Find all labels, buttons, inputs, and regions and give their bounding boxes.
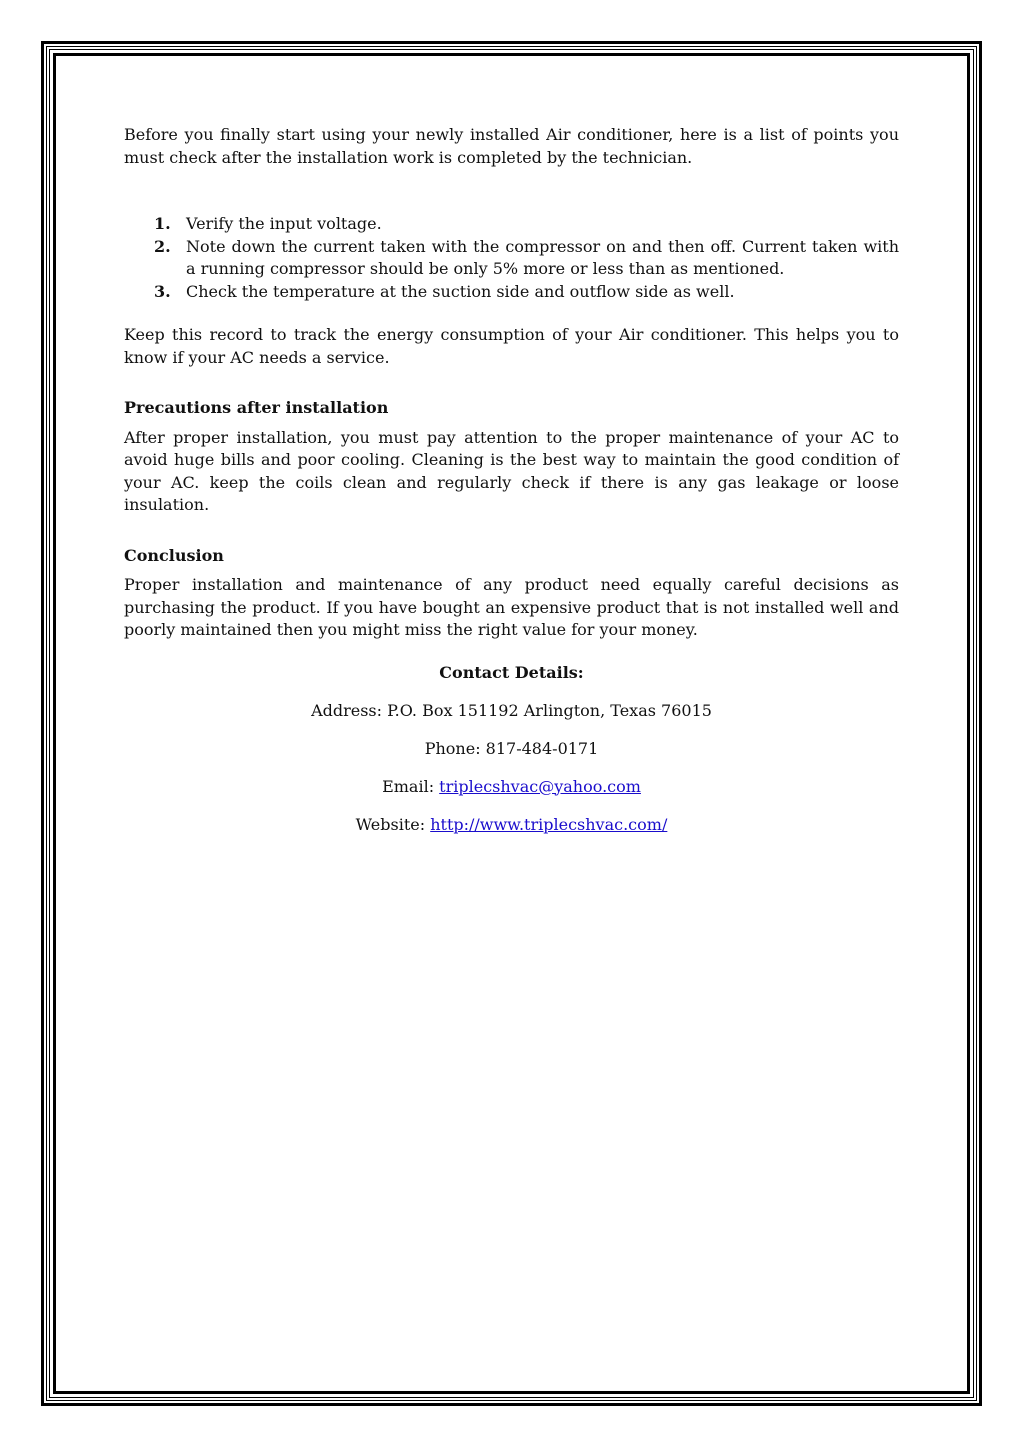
list-item [124,281,899,304]
conclusion-heading: Conclusion [124,545,224,565]
contact-phone: Phone: 817-484-0171 [424,738,599,758]
list-item-text: Verify the input voltage. [186,214,382,233]
list-item-text: Check the temperature at the suction side and outflow side as well. [186,281,735,301]
list-item [124,236,899,281]
list-number: 2. [154,236,171,256]
contact-address: Address: P.O. Box 151192 Arlington, Texas 76015 [311,700,712,720]
email-label: Email: [382,776,440,796]
contact-email [124,776,899,799]
contact-details [124,662,899,837]
contact-website [124,814,899,837]
checklist [124,213,899,303]
list-number: 1. [154,214,171,233]
list-item-text: Note down the current taken with the compressor on and then off. Current taken with a running compressor should be only 5% more or less than as mentioned. [186,236,899,278]
email-link[interactable]: triplecshvac@yahoo.com [439,776,641,796]
contact-title: Contact Details: [439,662,584,682]
website-link[interactable]: http://www.triplecshvac.com/ [430,814,668,834]
intro-paragraph: Before you finally start using your newly installed Air conditioner, here is a list of points you must check after the installation work is completed by the technician. [124,125,899,167]
precautions-heading: Precautions after installation [124,398,389,417]
conclusion-paragraph: Proper installation and maintenance of any product need equally careful decisions as purchasing the product. If you have bought an expensive product that is not installed well and poorly maintained then you might miss the right value for your money. [124,575,899,639]
list-number: 3. [154,281,171,301]
list-item [124,213,899,236]
record-paragraph: Keep this record to track the energy consumption of your Air conditioner. This helps you to know if your AC needs a service. [124,325,899,367]
document-body [124,124,899,852]
precautions-paragraph: After proper installation, you must pay attention to the proper maintenance of your AC to avoid huge bills and poor cooling. Cleaning is the best way to maintain the good condition of your AC. keep the coils clean and regularly check if there is any gas leakage or loose insulation. [124,427,899,514]
website-label: Website: [355,814,431,834]
